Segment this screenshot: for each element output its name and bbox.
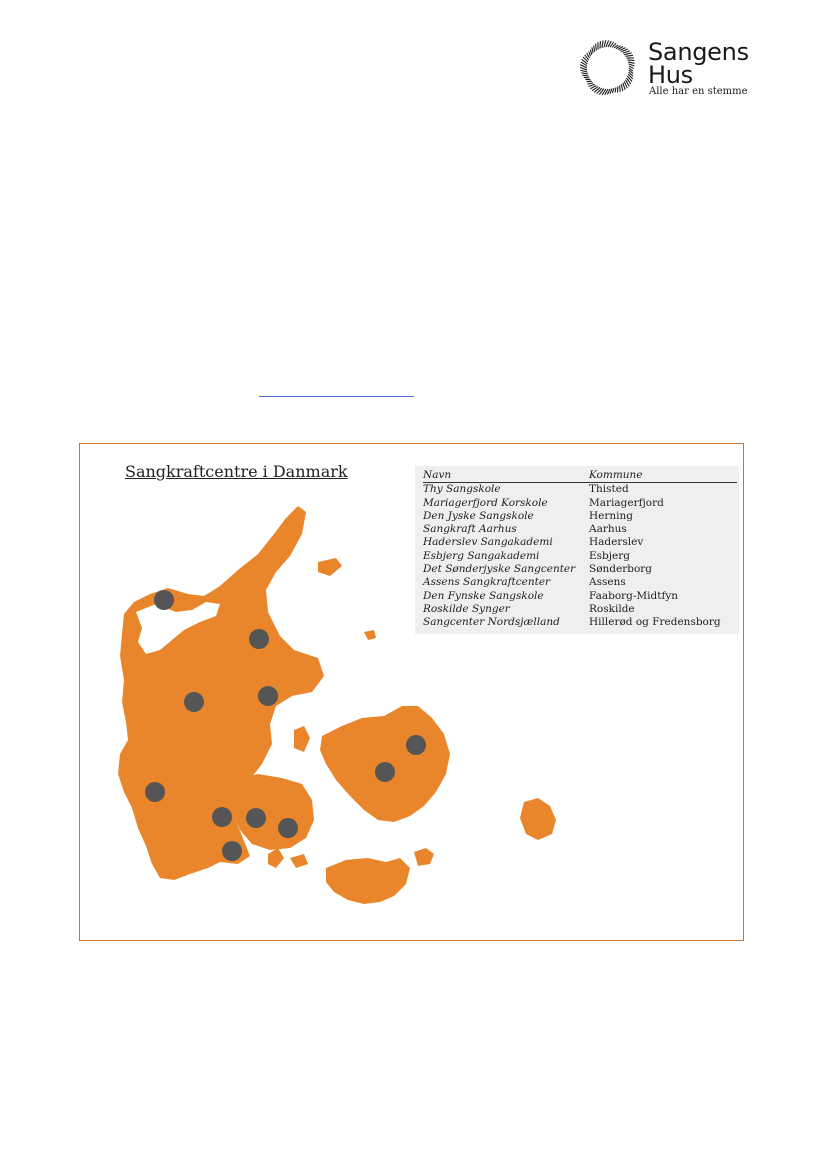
map-marker <box>212 807 232 827</box>
map-anholt <box>364 630 376 640</box>
logo-wordmark-line1: Sangens <box>648 38 749 66</box>
sangens-hus-logo <box>578 36 748 100</box>
logo-ray <box>589 52 591 57</box>
legend-name: Den Fynske Sangskole <box>423 589 544 602</box>
legend-name: Den Jyske Sangskole <box>423 509 534 522</box>
legend-municipality: Aarhus <box>589 523 627 536</box>
logo-wordmark-line2: Hus <box>648 61 693 89</box>
map-marker <box>278 818 298 838</box>
legend-name: Esbjerg Sangakademi <box>423 549 540 562</box>
legend-name: Mariagerfjord Korskole <box>423 496 548 509</box>
legend-name: Haderslev Sangakademi <box>423 536 553 549</box>
logo-ray <box>625 55 633 56</box>
legend-name: Roskilde Synger <box>423 602 510 615</box>
map-marker <box>222 841 242 861</box>
logo-ray <box>612 88 614 93</box>
map-marker <box>154 590 174 610</box>
legend-header-name: Navn <box>423 469 589 483</box>
legend-municipality: Faaborg-Midtfyn <box>589 589 679 602</box>
legend-row <box>423 590 737 603</box>
legend-row <box>423 603 737 616</box>
logo-ray <box>627 60 634 61</box>
map-marker <box>375 762 395 782</box>
logo-ray <box>621 84 622 91</box>
logo-tagline: Alle har en stemme <box>649 86 748 97</box>
map-aeroe <box>290 854 308 868</box>
map-marker <box>145 782 165 802</box>
map-laesoe <box>318 558 342 576</box>
map-moen <box>414 848 434 866</box>
legend-municipality: Hillerød og Fredensborg <box>589 616 721 629</box>
sunburst-ring-icon <box>578 38 638 98</box>
legend-name: Thy Sangskole <box>423 483 501 496</box>
legend-municipality: Assens <box>589 576 626 589</box>
legend-name: Sangcenter Nordsjælland <box>423 616 560 629</box>
figure-title: Sangkraftcentre i Danmark <box>125 462 348 481</box>
logo-ray <box>600 41 601 49</box>
logo-ray <box>604 40 606 47</box>
logo-ray <box>587 83 593 84</box>
legend-municipality: Thisted <box>589 483 629 496</box>
legend-row <box>423 563 737 576</box>
logo-ray <box>594 45 595 51</box>
map-marker <box>249 629 269 649</box>
legend-row <box>423 576 737 589</box>
map-marker <box>406 735 426 755</box>
legend-table <box>415 466 739 634</box>
legend-row <box>423 616 737 629</box>
logo-ray <box>596 44 597 51</box>
legend-row <box>423 510 737 523</box>
legend-municipality: Roskilde <box>589 602 635 615</box>
map-samsoe <box>294 726 310 752</box>
legend-row <box>423 536 737 549</box>
legend-row <box>423 523 737 536</box>
logo-ray <box>589 84 595 86</box>
map-als <box>268 848 284 868</box>
legend-name: Assens Sangkraftcenter <box>423 576 551 589</box>
map-bornholm <box>520 798 556 840</box>
legend-municipality: Esbjerg <box>589 549 630 562</box>
legend-municipality: Haderslev <box>589 536 644 549</box>
legend-header-municipality: Kommune <box>589 469 737 483</box>
legend-row <box>423 497 737 510</box>
legend-municipality: Mariagerfjord <box>589 496 664 509</box>
logo-ray <box>581 73 588 74</box>
legend-municipality: Herning <box>589 509 633 522</box>
logo-ray <box>624 53 631 55</box>
map-lolland-falster <box>326 858 410 904</box>
legend-header-row <box>423 469 737 483</box>
logo-ray <box>592 47 593 53</box>
legend-municipality: Sønderborg <box>589 563 653 576</box>
logo-ray <box>582 75 588 76</box>
sangkraftcentre-figure <box>79 443 744 941</box>
map-marker <box>258 686 278 706</box>
map-marker <box>246 808 266 828</box>
logo-ray <box>628 62 635 63</box>
logo-ray <box>602 40 603 47</box>
logo-ray <box>580 70 587 72</box>
legend-name: Sangkraft Aarhus <box>423 523 517 536</box>
hyperlink-underline[interactable] <box>259 396 414 397</box>
map-marker <box>184 692 204 712</box>
legend-row <box>423 550 737 563</box>
legend-name: Det Sønderjyske Sangcenter <box>423 563 576 576</box>
legend-row <box>423 483 737 497</box>
logo-ray <box>615 87 616 92</box>
logo-ray <box>590 50 591 55</box>
